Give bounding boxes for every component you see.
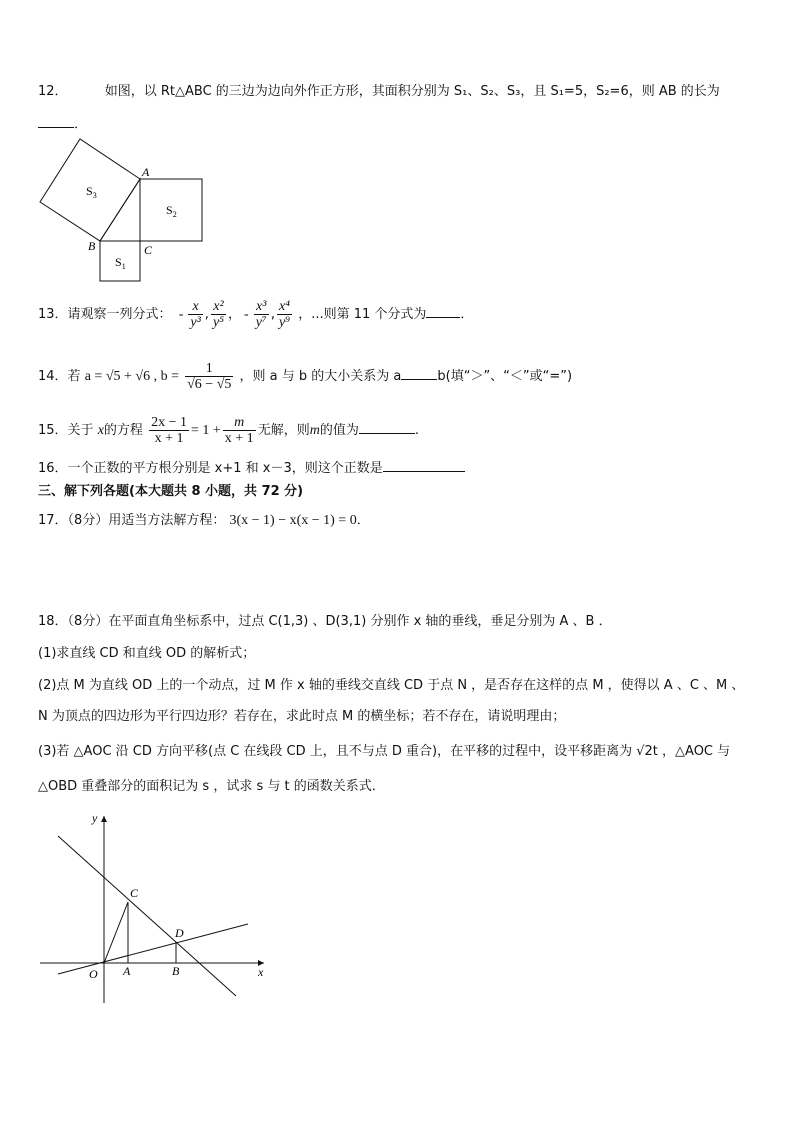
label-c: C bbox=[130, 886, 139, 900]
q15-line: 15．关于 x的方程 $\frac{2x - 1}{x + 1}$ = 1 + $\frac{m}{x + 1}$ 无解，则m的值为 . bbox=[38, 415, 419, 446]
q18-line-1: 18．（8分）在平面直角坐标系中，过点 C(1,3) 、D(3,1) 分别作 x 轴的垂线，垂足分别为 A 、B ． bbox=[38, 614, 612, 629]
answer-blank[interactable] bbox=[359, 419, 415, 434]
question-number: 15． bbox=[38, 423, 68, 438]
q15-fraction-2: $\frac{m}{x + 1}$ bbox=[224, 415, 254, 446]
label-b: B bbox=[88, 239, 96, 253]
answer-blank[interactable] bbox=[401, 365, 437, 380]
q17-equation: 3(x − 1) − x(x − 1) = 0 bbox=[229, 513, 357, 528]
q14-line: 14．若 a = √5 + √6 , b = $\frac{1}{√6 - √5}$ ，则 a 与 b 的大小关系为 a b(填“＞”、“＜”或“=”) bbox=[38, 361, 573, 392]
q13-term: - $\frac{x}{\text{y³}}$ , bbox=[178, 299, 209, 330]
q13-line: 13．请观察一列分式： - $\frac{x}{\text{y³}}$ , $\frac{\text{x²}}{\text{y⁵}}$ ， - $\frac{\text{x³}}{\text{y⁷}}$ , $\frac{\text{x⁴}}{\text{y⁹}}$ ，...则第 11 个分式为 ． bbox=[38, 299, 474, 330]
label-b: B bbox=[172, 964, 180, 978]
question-number: 18． bbox=[38, 614, 68, 629]
line-od bbox=[58, 924, 248, 974]
q13-term: $\frac{\text{x⁴}}{\text{y⁹}}$ bbox=[278, 299, 291, 330]
q15-fraction-1: $\frac{2x - 1}{x + 1}$ bbox=[151, 415, 187, 446]
label-d: D bbox=[175, 926, 184, 940]
q17-line: 17．（8分）用适当方法解方程： 3(x − 1) − x(x − 1) = 0． bbox=[38, 513, 370, 528]
segment-oc bbox=[104, 902, 128, 963]
q12-figure bbox=[30, 135, 220, 290]
q12-line bbox=[38, 83, 720, 101]
label-a: A bbox=[123, 964, 131, 978]
question-number: 16． bbox=[38, 461, 68, 476]
q13-term: - $\frac{\text{x³}}{\text{y⁷}}$ , bbox=[244, 299, 275, 330]
label-x: x bbox=[258, 965, 264, 979]
question-number: 13． bbox=[38, 307, 68, 322]
q12-answer-line: ． bbox=[38, 113, 87, 134]
q18-line-6: △OBD 重叠部分的面积记为 s ，试求 s 与 t 的函数关系式． bbox=[38, 779, 385, 794]
answer-blank[interactable] bbox=[383, 457, 465, 472]
q18-line-2: (1)求直线 CD 和直线 OD 的解析式； bbox=[38, 646, 256, 661]
q13-terms bbox=[176, 299, 294, 330]
q13-term: $\frac{\text{x²}}{\text{y⁵}}$ ， bbox=[212, 299, 242, 330]
q16-line bbox=[38, 457, 465, 478]
question-number: 14． bbox=[38, 369, 68, 384]
answer-blank[interactable] bbox=[38, 113, 74, 128]
label-s2: $S_2$ bbox=[166, 203, 177, 219]
q14-fraction: $\frac{1}{√6 - √5}$ bbox=[187, 361, 232, 392]
label-s3: $S_3$ bbox=[86, 184, 97, 200]
answer-blank[interactable] bbox=[426, 303, 460, 318]
label-s1: $S_1$ bbox=[115, 255, 126, 271]
q18-line-4: N 为顶点的四边形为平行四边形？若存在，求此时点 M 的横坐标；若不存在，请说明理由； bbox=[38, 709, 566, 724]
q18-line-5: (3)若 △AOC 沿 CD 方向平移(点 C 在线段 CD 上，且不与点 D 重合)，在平移的过程中，设平移距离为 √2t ，△AOC 与 bbox=[38, 744, 731, 759]
question-number: 12． bbox=[38, 84, 68, 99]
q14-expression: a = √5 + √6 , b = bbox=[84, 369, 179, 384]
q18-figure bbox=[36, 808, 276, 1008]
line-cd bbox=[58, 836, 236, 996]
q12-text: 如图，以 Rt△ABC 的三边为边向外作正方形，其面积分别为 S₁、S₂、S₃，且 S₁=5，S₂=6，则 AB 的长为 bbox=[104, 84, 720, 99]
triangle-abc bbox=[100, 179, 140, 241]
q16-text: 一个正数的平方根分别是 x+1 和 x－3，则这个正数是 bbox=[67, 461, 383, 476]
label-o: O bbox=[89, 967, 98, 981]
label-y: y bbox=[92, 811, 98, 825]
label-c: C bbox=[144, 243, 153, 257]
q18-line-3: (2)点 M 为直线 OD 上的一个动点，过 M 作 x 轴的垂线交直线 CD 于点 N ，是否存在这样的点 M ，使得以 A 、C 、M 、 bbox=[38, 678, 745, 693]
label-a: A bbox=[142, 165, 150, 179]
question-number: 17． bbox=[38, 513, 68, 528]
section-heading: 三、解下列各题(本大题共 8 小题，共 72 分) bbox=[38, 484, 304, 499]
